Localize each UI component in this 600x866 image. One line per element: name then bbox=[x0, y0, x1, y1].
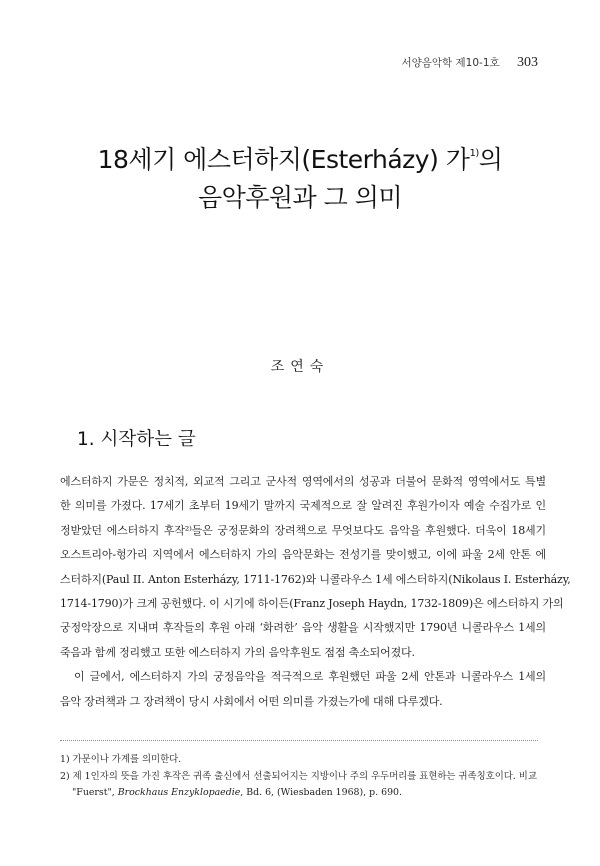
body-line: 한 의미를 가졌다. 17세기 초부터 19세기 말까지 국제적으로 잘 알려진 후원가이자 예술 수집가로 인 bbox=[60, 499, 546, 513]
footnote-2-quote: "Fuerst", bbox=[72, 787, 118, 798]
body-line: 정받았던 에스터하지 후작²⁾들은 궁정문화의 장려책으로 무엇보다도 음악을 후원했다. 더욱이 18세기 bbox=[60, 523, 546, 537]
body-line: 오스트리아-헝가리 지역에서 에스터하지 가의 음악문화는 전성기를 맞이했고, 이에 파울 2세 안톤 에 bbox=[60, 548, 546, 562]
body-line: 음악 장려책과 그 장려책이 당시 사회에서 어떤 의미를 가졌는가에 대해 다루겠다. bbox=[60, 694, 443, 708]
title-line-1-text: 18세기 에스터하지(Esterházy) 가 bbox=[97, 145, 470, 174]
paragraph-1 bbox=[60, 470, 571, 665]
title-line-1 bbox=[0, 135, 600, 179]
footnotes bbox=[60, 752, 550, 802]
running-header bbox=[401, 55, 538, 71]
body-line: 죽음과 함께 정리했고 또한 에스터하지 가의 음악후원도 점점 축소되어졌다. bbox=[60, 645, 415, 659]
footnote-2-continued bbox=[60, 785, 550, 802]
footnote-1: 1) 가문이나 가계를 의미한다. bbox=[60, 754, 182, 765]
footnote-2: 2) 제 1인자의 뜻을 가진 후작은 귀족 출신에서 선출되어지는 지방이나 주의 우두머리를 표현하는 귀족칭호이다. 비교 bbox=[60, 770, 537, 782]
article-title bbox=[0, 135, 600, 217]
footnote-2-source-title: Brockhaus Enzyklopaedie bbox=[117, 787, 241, 798]
body-line: 궁정악장으로 지내며 후작들의 후원 아래 ‘화려한’ 음악 생활을 시작했지만 1790년 니콜라우스 1세의 bbox=[60, 621, 546, 635]
body-line: 에스터하지 가문은 정치적, 외교적 그리고 군사적 영역에서의 성공과 더불어 문화적 영역에서도 특별 bbox=[60, 475, 546, 488]
section-heading: 1. 시작하는 글 bbox=[77, 429, 196, 450]
footnote-divider bbox=[60, 740, 538, 741]
title-line-1-end: 의 bbox=[478, 145, 503, 174]
footnote-2-source-rest: , Bd. 6, (Wiesbaden 1968), p. 690. bbox=[240, 787, 402, 798]
body-line: 1714-1790)가 크게 공헌했다. 이 시기에 하이든(Franz Joseph Haydn, 1732-1809)은 에스터하지 가의 bbox=[60, 597, 564, 611]
body-line: 스터하지(Paul II. Anton Esterházy, 1711-1762)와 니콜라우스 1세 에스터하지(Nikolaus I. Esterházy, bbox=[60, 572, 571, 586]
body-text bbox=[60, 470, 571, 714]
paragraph-2 bbox=[60, 665, 546, 714]
body-line: 이 글에서, 에스터하지 가의 궁정음악을 적극적으로 후원했던 파울 2세 안톤과 니콜라우스 1세의 bbox=[74, 670, 546, 684]
journal-name: 서양음악학 제10-1호 bbox=[401, 57, 500, 69]
title-line-2: 음악후원과 그 의미 bbox=[197, 183, 403, 212]
page-number: 303 bbox=[517, 55, 538, 70]
title-footnote-mark: 1) bbox=[469, 148, 479, 159]
author-name: 조연숙 bbox=[270, 359, 330, 375]
